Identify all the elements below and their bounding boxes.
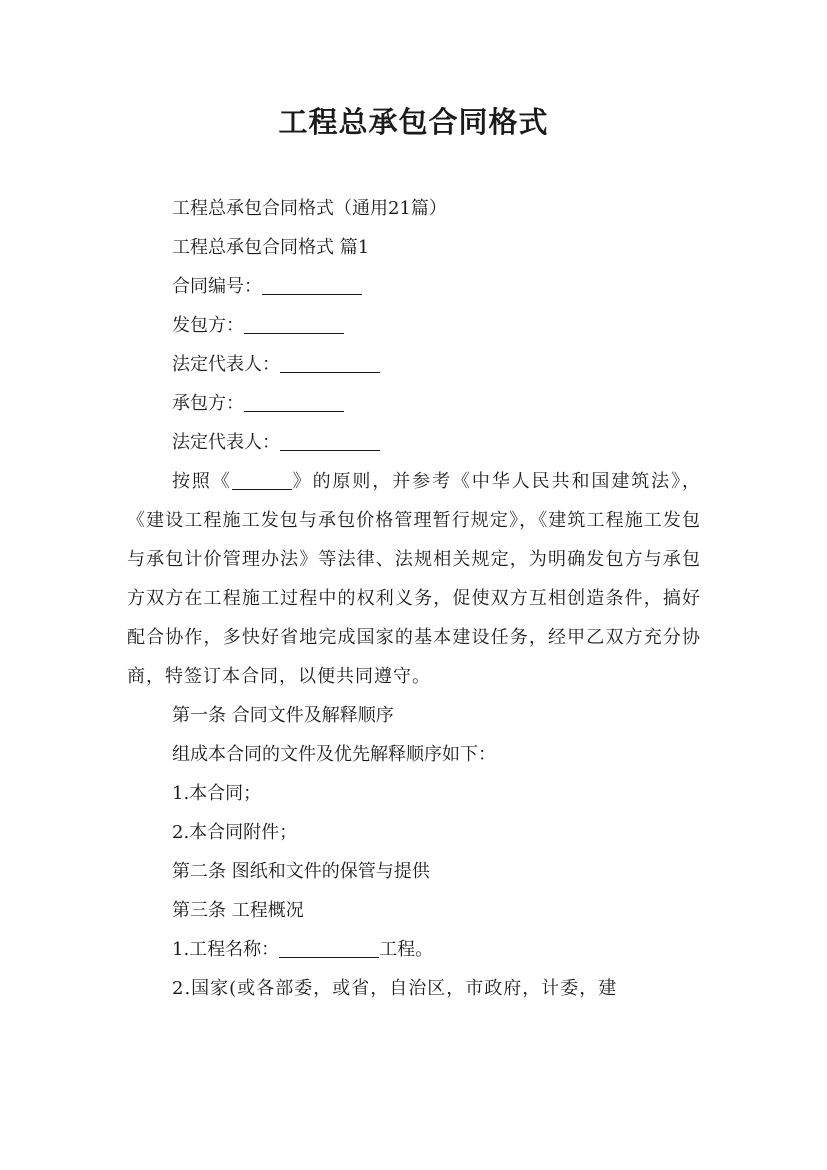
employer-rep-blank xyxy=(280,352,380,373)
article-1-heading: 第一条 合同文件及解释顺序 xyxy=(172,705,394,726)
intro-start: 按照《 xyxy=(172,471,232,492)
contract-number-label: 合同编号： xyxy=(172,276,262,297)
document-title: 工程总承包合同格式 xyxy=(278,105,549,139)
intro-rest: 》的原则，并参考《中华人民共和国建筑法》，《建设工程施工发包与承包价格管理暂行规定》，《建筑工程施工发包与承包计价管理办法》等法律、法规相关规定，为明确发包方与承包方双方在工程施工过程中的权利义务，促使双方互相创造条件，搞好配合协作，多快好省地完成国家的基本建设任务，经甲乙双方充分协商，特签订本合同，以便共同遵守。 xyxy=(127,471,701,687)
contractor-rep-field xyxy=(127,423,701,462)
project-name-suffix: 工程。 xyxy=(379,939,434,960)
employer-field xyxy=(127,306,701,345)
contractor-rep-label: 法定代表人： xyxy=(172,432,280,453)
article-2-heading: 第二条 图纸和文件的保管与提供 xyxy=(172,861,430,882)
article-3-item-1 xyxy=(127,930,701,969)
employer-label: 发包方： xyxy=(172,315,244,336)
contractor-label: 承包方： xyxy=(172,393,244,414)
article-3-heading: 第三条 工程概况 xyxy=(172,900,304,921)
document-subtitle: 工程总承包合同格式（通用21篇） xyxy=(172,198,447,219)
article-3-item-2: 2.国家(或各部委，或省，自治区，市政府，计委，建 xyxy=(172,978,618,999)
contract-number-field xyxy=(127,267,701,306)
section-heading: 工程总承包合同格式 篇1 xyxy=(172,237,370,258)
contractor-blank xyxy=(244,391,344,412)
article-1-lead: 组成本合同的文件及优先解释顺序如下： xyxy=(172,744,496,765)
contractor-rep-blank xyxy=(280,430,380,451)
project-name-blank xyxy=(279,937,379,958)
project-name-label: 1.工程名称： xyxy=(172,939,280,960)
employer-blank xyxy=(244,313,344,334)
employer-rep-field xyxy=(127,345,701,384)
employer-rep-label: 法定代表人： xyxy=(172,354,280,375)
contractor-field xyxy=(127,384,701,423)
contract-number-blank xyxy=(262,274,362,295)
intro-principle-blank xyxy=(232,469,292,490)
article-1-item-2: 2.本合同附件； xyxy=(172,822,298,843)
article-1-item-1: 1.本合同； xyxy=(172,783,262,804)
intro-paragraph xyxy=(127,462,701,696)
document-body xyxy=(127,189,701,1008)
